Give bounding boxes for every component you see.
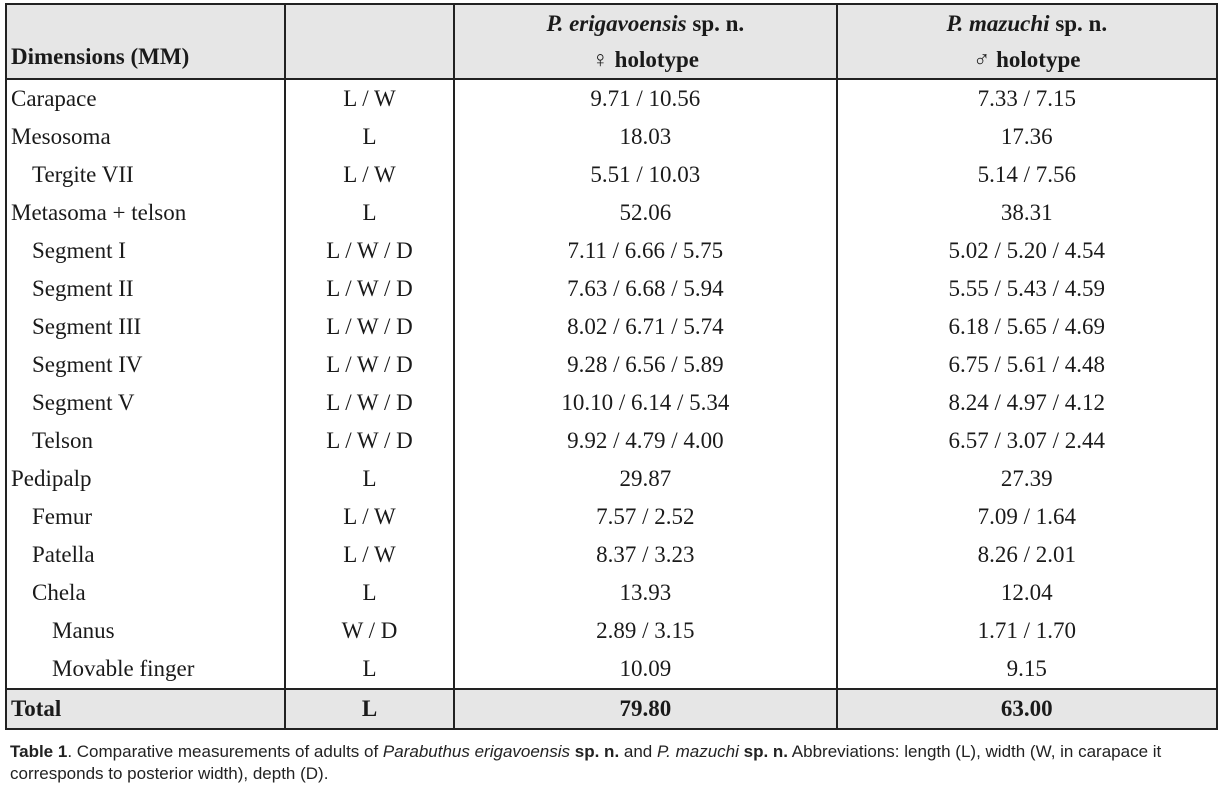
- row-erigavoensis-value: 13.93: [454, 574, 836, 612]
- row-mazuchi-value: 6.75 / 5.61 / 4.48: [837, 346, 1217, 384]
- row-measure-type: L / W / D: [285, 270, 454, 308]
- row-label: Segment II: [6, 270, 285, 308]
- row-mazuchi-value: 8.24 / 4.97 / 4.12: [837, 384, 1217, 422]
- caption-text-1: . Comparative measurements of adults of: [67, 742, 383, 761]
- row-label: Pedipalp: [6, 460, 285, 498]
- caption-species-2: P. mazuchi: [656, 742, 739, 761]
- row-label: Segment V: [6, 384, 285, 422]
- row-mazuchi-value: 6.57 / 3.07 / 2.44: [837, 422, 1217, 460]
- table-row: [6, 612, 1217, 650]
- header-erigavoensis-holotype: ♀ holotype: [591, 47, 700, 72]
- row-measure-type: L / W / D: [285, 346, 454, 384]
- header-mazuchi-holotype: ♂ holotype: [973, 47, 1081, 72]
- caption-label: Table 1: [10, 742, 68, 761]
- row-erigavoensis-value: 2.89 / 3.15: [454, 612, 836, 650]
- caption-spn-2: sp. n.: [738, 742, 789, 761]
- header-erigavoensis: [454, 4, 836, 79]
- row-measure-type: L: [285, 460, 454, 498]
- total-mazuchi: 63.00: [837, 689, 1217, 729]
- header-mazuchi-species: P. mazuchi: [946, 11, 1050, 36]
- row-label: Femur: [6, 498, 285, 536]
- row-measure-type: L / W / D: [285, 422, 454, 460]
- row-erigavoensis-value: 9.28 / 6.56 / 5.89: [454, 346, 836, 384]
- row-label: Telson: [6, 422, 285, 460]
- table-row: [6, 79, 1217, 118]
- table-row: [6, 384, 1217, 422]
- row-mazuchi-value: 5.14 / 7.56: [837, 156, 1217, 194]
- row-mazuchi-value: 38.31: [837, 194, 1217, 232]
- row-erigavoensis-value: 8.37 / 3.23: [454, 536, 836, 574]
- row-label: Segment III: [6, 308, 285, 346]
- row-measure-type: L / W / D: [285, 384, 454, 422]
- caption-text-3: and: [619, 742, 657, 761]
- total-row: [6, 689, 1217, 729]
- row-measure-type: L / W: [285, 79, 454, 118]
- row-mazuchi-value: 6.18 / 5.65 / 4.69: [837, 308, 1217, 346]
- row-measure-type: L / W / D: [285, 232, 454, 270]
- total-measure: L: [285, 689, 454, 729]
- row-measure-type: L: [285, 194, 454, 232]
- row-erigavoensis-value: 10.09: [454, 650, 836, 689]
- row-erigavoensis-value: 7.63 / 6.68 / 5.94: [454, 270, 836, 308]
- caption-species-1: Parabuthus erigavoensis: [382, 742, 571, 761]
- table-body: [6, 79, 1217, 689]
- row-erigavoensis-value: 7.11 / 6.66 / 5.75: [454, 232, 836, 270]
- row-mazuchi-value: 7.33 / 7.15: [837, 79, 1217, 118]
- row-mazuchi-value: 1.71 / 1.70: [837, 612, 1217, 650]
- row-mazuchi-value: 12.04: [837, 574, 1217, 612]
- row-erigavoensis-value: 29.87: [454, 460, 836, 498]
- header-erigavoensis-species: P. erigavoensis: [546, 11, 687, 36]
- caption-spn-1: sp. n.: [570, 742, 620, 761]
- row-label: Patella: [6, 536, 285, 574]
- row-erigavoensis-value: 7.57 / 2.52: [454, 498, 836, 536]
- table-row: [6, 536, 1217, 574]
- table-row: [6, 270, 1217, 308]
- row-label: Segment IV: [6, 346, 285, 384]
- row-measure-type: L / W: [285, 498, 454, 536]
- row-measure-type: W / D: [285, 612, 454, 650]
- row-label: Segment I: [6, 232, 285, 270]
- row-measure-type: L: [285, 574, 454, 612]
- total-erigavoensis: 79.80: [454, 689, 836, 729]
- row-measure-type: L / W: [285, 536, 454, 574]
- table-row: [6, 650, 1217, 689]
- row-label: Movable finger: [6, 650, 285, 689]
- table-row: [6, 156, 1217, 194]
- table-header-row: [6, 4, 1217, 79]
- header-measure-type: [285, 4, 454, 79]
- table-row: [6, 194, 1217, 232]
- row-label: Mesosoma: [6, 118, 285, 156]
- table-row: [6, 346, 1217, 384]
- row-label: Tergite VII: [6, 156, 285, 194]
- row-erigavoensis-value: 9.71 / 10.56: [454, 79, 836, 118]
- row-erigavoensis-value: 18.03: [454, 118, 836, 156]
- row-measure-type: L / W: [285, 156, 454, 194]
- row-label: Metasoma + telson: [6, 194, 285, 232]
- table-row: [6, 460, 1217, 498]
- table-caption: [10, 741, 1215, 785]
- row-erigavoensis-value: 5.51 / 10.03: [454, 156, 836, 194]
- caption-text-5: Abbreviations: length (L), width (W, in carapace it corresponds to posterior width), depth (D).: [10, 742, 1162, 783]
- row-measure-type: L / W / D: [285, 308, 454, 346]
- row-mazuchi-value: 27.39: [837, 460, 1217, 498]
- row-measure-type: L: [285, 650, 454, 689]
- header-dimensions: Dimensions (MM): [6, 4, 285, 79]
- header-erigavoensis-suffix: sp. n.: [686, 11, 745, 36]
- row-erigavoensis-value: 9.92 / 4.79 / 4.00: [454, 422, 836, 460]
- row-mazuchi-value: 5.02 / 5.20 / 4.54: [837, 232, 1217, 270]
- row-mazuchi-value: 17.36: [837, 118, 1217, 156]
- row-erigavoensis-value: 10.10 / 6.14 / 5.34: [454, 384, 836, 422]
- row-erigavoensis-value: 52.06: [454, 194, 836, 232]
- header-mazuchi-suffix: sp. n.: [1049, 11, 1108, 36]
- table-row: [6, 308, 1217, 346]
- total-label: Total: [6, 689, 285, 729]
- row-mazuchi-value: 9.15: [837, 650, 1217, 689]
- row-measure-type: L: [285, 118, 454, 156]
- measurements-table: [5, 3, 1218, 730]
- row-mazuchi-value: 8.26 / 2.01: [837, 536, 1217, 574]
- row-label: Carapace: [6, 79, 285, 118]
- row-label: Manus: [6, 612, 285, 650]
- table-row: [6, 422, 1217, 460]
- header-mazuchi: [837, 4, 1217, 79]
- row-mazuchi-value: 7.09 / 1.64: [837, 498, 1217, 536]
- row-mazuchi-value: 5.55 / 5.43 / 4.59: [837, 270, 1217, 308]
- row-erigavoensis-value: 8.02 / 6.71 / 5.74: [454, 308, 836, 346]
- row-label: Chela: [6, 574, 285, 612]
- table-row: [6, 574, 1217, 612]
- table-row: [6, 232, 1217, 270]
- table-row: [6, 118, 1217, 156]
- table-row: [6, 498, 1217, 536]
